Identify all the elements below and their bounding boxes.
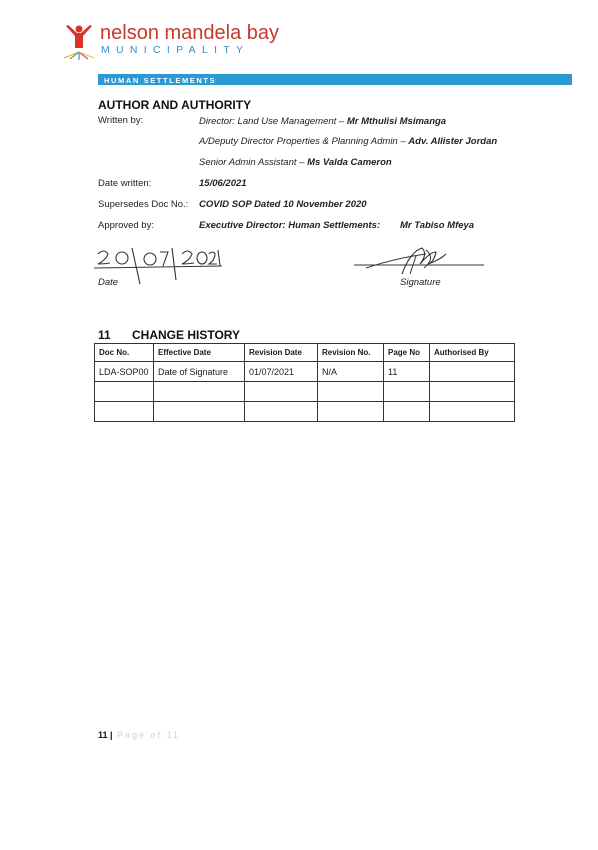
table-cell: [154, 402, 245, 422]
table-row: [95, 402, 515, 422]
table-cell: [318, 382, 384, 402]
author-line-2: A/Deputy Director Properties & Planning Admin – Adv. Allister Jordan: [199, 136, 498, 147]
table-row: [95, 362, 515, 382]
signature-label: Signature: [400, 277, 441, 288]
table-cell: [95, 402, 154, 422]
authority-heading: AUTHOR AND AUTHORITY: [98, 98, 252, 112]
approved-role: Executive Director: Human Settlements:: [199, 220, 381, 231]
footer-page-number: 11 |: [98, 730, 113, 740]
change-history-title: CHANGE HISTORY: [132, 328, 241, 342]
table-cell: [245, 382, 318, 402]
date-written-label: Date written:: [98, 178, 152, 189]
date-label: Date: [98, 277, 119, 288]
footer-page-of: Page of 11: [117, 730, 180, 740]
table-cell: [154, 382, 245, 402]
column-header: Page No: [384, 344, 430, 362]
table-cell: [245, 402, 318, 422]
table-cell: N/A: [318, 362, 384, 382]
supersedes-value: COVID SOP Dated 10 November 2020: [199, 199, 367, 210]
author-line-1: Director: Land Use Management – Mr Mthulisi Msimanga: [199, 116, 447, 127]
table-cell: [384, 402, 430, 422]
column-header: Doc No.: [95, 344, 154, 362]
change-history-table: [94, 343, 515, 422]
table-cell: [430, 402, 515, 422]
table-cell: Date of Signature: [154, 362, 245, 382]
author-line-3: Senior Admin Assistant – Ms Valda Cameron: [199, 157, 392, 168]
date-written-value: 15/06/2021: [199, 178, 247, 189]
written-by-label: Written by:: [98, 115, 144, 126]
table-cell: [430, 382, 515, 402]
table-cell: [318, 402, 384, 422]
table-cell: LDA-SOP00: [95, 362, 154, 382]
supersedes-label: Supersedes Doc No.:: [98, 199, 189, 210]
column-header: Authorised By: [430, 344, 515, 362]
table-row: [95, 382, 515, 402]
table-cell: [430, 362, 515, 382]
approved-name: Mr Tabiso Mfeya: [400, 220, 475, 231]
department-label: HUMAN SETTLEMENTS: [104, 76, 217, 85]
municipality-logo-icon: [60, 22, 98, 60]
table-header-row: [95, 344, 515, 362]
table-cell: 01/07/2021: [245, 362, 318, 382]
column-header: Revision Date: [245, 344, 318, 362]
handwritten-signature-icon: [352, 244, 486, 278]
column-header: Effective Date: [154, 344, 245, 362]
change-history-number: 11: [98, 328, 111, 342]
column-header: Revision No.: [318, 344, 384, 362]
approved-by-label: Approved by:: [98, 220, 154, 231]
logo-subtitle: MUNICIPALITY: [101, 44, 250, 56]
logo-name: nelson mandela bay: [100, 22, 280, 44]
table-cell: [95, 382, 154, 402]
table-cell: 11: [384, 362, 430, 382]
table-cell: [384, 382, 430, 402]
